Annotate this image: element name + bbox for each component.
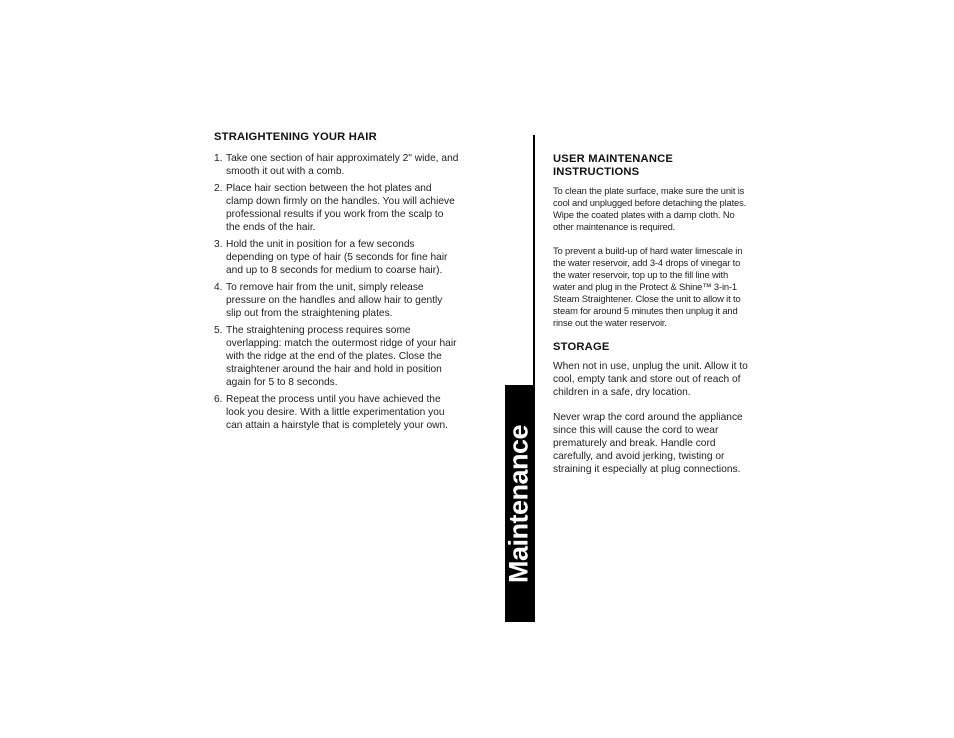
step-number: 5.: [214, 325, 223, 336]
maintenance-heading: USER MAINTENANCE INSTRUCTIONS: [553, 153, 674, 178]
storage-paragraph: When not in use, unplug the unit. Allow it to cool, empty tank and store out of reach of children in a safe, dry location.: [553, 361, 748, 398]
step-text: Hold the unit in position for a few seconds depending on type of hair (5 seconds for fine hair and up to 8 seconds for medium to coarse hair).: [226, 239, 448, 276]
step-number: 1.: [214, 153, 223, 164]
step-text: Take one section of hair approximately 2" wide, and smooth it out with a comb.: [226, 153, 459, 177]
maintenance-paragraph: To clean the plate surface, make sure the unit is cool and unplugged before detaching the plates. Wipe the coated plates with a damp cloth. No other maintenance is required.: [553, 185, 747, 232]
step-item: [214, 152, 459, 178]
maintenance-paragraph: To prevent a build-up of hard water limescale in the water reservoir, add 3-4 drops of vinegar to the water reservoir, top up to the fill line with water and plug in the Protect & Shine™ 3-in-1 Steam Straightener. Close the unit to allow it to steam for around 5 minutes then unplug it and rinse out the water reservoir.: [553, 245, 743, 328]
step-item: [214, 182, 459, 234]
step-number: 4.: [214, 282, 223, 293]
step-number: 3.: [214, 239, 223, 250]
step-item: [214, 281, 459, 320]
section-tab-label: Maintenance: [503, 424, 534, 584]
maintenance-section: [553, 153, 751, 476]
straightening-heading: STRAIGHTENING YOUR HAIR: [214, 131, 377, 143]
step-item: [214, 393, 459, 432]
step-text: Repeat the process until you have achieved the look you desire. With a little experimentation you can attain a hairstyle that is completely your own.: [226, 394, 448, 431]
step-text: The straightening process requires some overlapping: match the outermost ridge of your hair with the ridge at the end of the plates. Close the straightener around the hair and hold in position again for 5 to 8 seconds.: [226, 325, 457, 388]
storage-heading: STORAGE: [553, 341, 610, 353]
step-item: [214, 324, 459, 389]
straightening-section: [214, 131, 459, 436]
step-item: [214, 238, 459, 277]
step-text: Place hair section between the hot plates and clamp down firmly on the handles. You will achieve professional results if you work from the scalp to the ends of the hair.: [226, 183, 455, 233]
straightening-steps: [214, 152, 459, 432]
step-number: 2.: [214, 183, 223, 194]
spacer: [553, 399, 751, 411]
step-number: 6.: [214, 394, 223, 405]
spacer: [553, 233, 751, 245]
storage-paragraph: Never wrap the cord around the appliance since this will cause the cord to wear prematurely and break. Handle cord carefully, and avoid jerking, twisting or straining it especially at plug connections.: [553, 412, 743, 475]
step-text: To remove hair from the unit, simply release pressure on the handles and allow hair to gently slip out from the straightening plates.: [226, 282, 443, 319]
